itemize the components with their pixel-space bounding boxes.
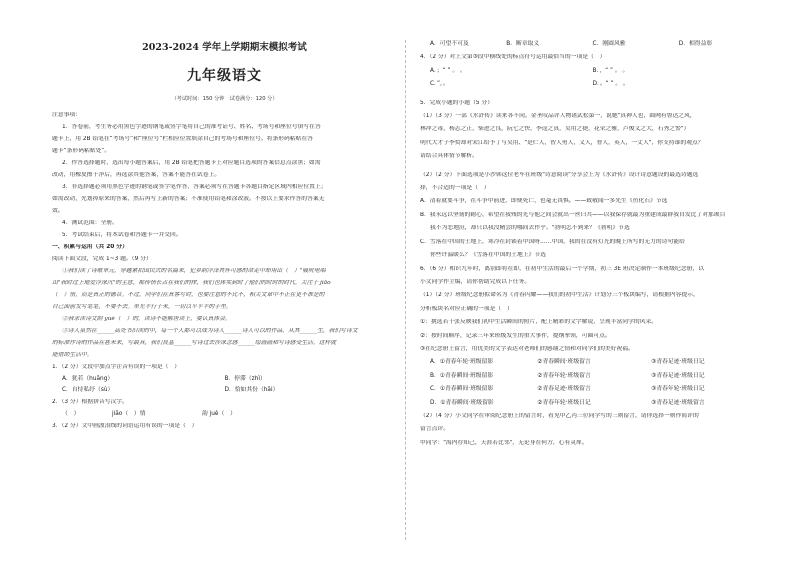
- option-b-part: B．①青春瞬间·班级留影: [430, 372, 494, 379]
- option-d: D．。“ ” 。 。: [592, 81, 629, 88]
- notice-line: 题卡“条形码粘贴处”。: [52, 147, 111, 154]
- question-2-blanks: [52, 411, 397, 419]
- option-a-part: ②青春瞬间·班级留言: [537, 359, 591, 366]
- passage-line: （ ）情，而是真正的德音。不过，同学们在真客写时，也要注意的不比不，相关文章中不正在更不准是的: [52, 291, 325, 298]
- blank: 韵 juè（ ）: [202, 411, 236, 418]
- column-divider: [405, 40, 406, 540]
- passage-line: ③诗人虽然在______高处书旧读的中，每一个人都可以成为诗人______诗人可以的作品，从其______生，我们写诗文: [62, 327, 358, 334]
- q5-line: 林冲之毒，杨志之正，柴进之良，阮七之快，李逵之真，吴用之捷，花荣之雅，卢俊义之大，石秀之警"）: [420, 126, 690, 133]
- question-6-stem: 6．（6 分）相识九年时，离别即将在即，在初中生活的最后一个学期，初三 3E 班决定制作一本班级纪念册，以: [420, 265, 705, 272]
- blank: jiāo（ ）情: [112, 411, 146, 418]
- option-d: D．恰如其份（hāi）: [224, 387, 279, 394]
- option-a-part: A．①青春年轮·班级留影: [430, 359, 494, 366]
- left-column: [52, 36, 397, 431]
- option-b: B．，“ ” 。 。: [592, 67, 629, 74]
- question-4-options: [420, 81, 765, 89]
- option-a: A．；“ ” 。 。: [430, 67, 466, 74]
- option-c-part: ②青春足迹·班级留言: [537, 386, 591, 393]
- question-4-stem: 4．（2 分）对上文第③段中横线处的标点符号运用最恰当的一项是（ ）: [420, 54, 606, 61]
- question-6-option-row: [420, 400, 765, 408]
- notice-line: 3．非选择题必须用黑色字迹的钢笔或签字笔作答，答案必须写在答题卡各题目指定区域内相应位置上；: [62, 183, 327, 190]
- option-a: A．可望不可及: [430, 41, 469, 47]
- notice-line: 题卡上，用 2B 铅笔在“考场号”和“座位号”栏相应位置填涂自己的考场号和座位号。将条形码粘贴在答: [52, 135, 314, 142]
- q5-line: 择，不合适的一项是（ ）: [420, 185, 490, 192]
- subject-title: 九年级语文: [187, 67, 262, 84]
- option-c-part: C．①青春瞬间·班级留影: [430, 386, 494, 393]
- right-column: [420, 37, 765, 448]
- exam-meta: （考试时间：150 分钟 试卷满分：120 分）: [171, 95, 278, 102]
- option-c: C．自恃私纾（sù）: [62, 387, 114, 394]
- question-6-option-row: [420, 359, 765, 367]
- q6-line: ②：按时间顺序，记录三年来班级发生的重大事件，提纲挈领，可圈可点。: [420, 332, 611, 339]
- option-a-part: ③青春足迹·班级日记: [651, 359, 705, 366]
- q6-2-line: 留言点评。: [420, 426, 449, 433]
- question-1-options: [52, 376, 397, 384]
- option-b-part: ②青春年轮·班级留言: [537, 372, 591, 379]
- q5-line: C．雪落在中国的土地上，寒冷在封锁着中国呀……中国，我的在没有灯光的晚上所写的无力的诗句能给: [420, 238, 685, 245]
- passage-line: ①我们读了诗歌单元，穿越紧扣国民式的名篇来，犯乡韵浮泽其怀可感的命走中却用出（ ）"吸吮电唱: [62, 267, 326, 274]
- question-3-stem: 3．（2 分）文中画波浪线的词语运用有误的一项是（ ）: [52, 423, 198, 430]
- passage-line: ②我求读诗文韵 yuè（ ）的，读诗不能解唐读上，要认真体会。: [62, 315, 231, 322]
- q5-line: 明代大才子李贽却对宋江给予了与吴用、"是仁人，智人勇人，义人，智人，英人，一丈人"，你支持谁的观点？: [420, 139, 704, 146]
- question-5-stem: 5．完成小题的小题（5 分）: [420, 99, 493, 106]
- question-6-option-row: [420, 386, 765, 394]
- notice-line: 1．答卷前，考生务必用黑色字迹的钢笔或签字笔将自己的准考证号、姓名、考场号和座位号填写在答: [62, 123, 321, 130]
- reading-intro: 阅读下面文段，完成 1~3 题。（9 分）: [52, 255, 152, 262]
- question-3-options: [420, 41, 765, 49]
- q5-line: B．我永远以坚韧的耐心，希望在我残的光与他之间会就出一丝曰共——以我保存就最为重建成最群我自发比了对那颂目: [420, 211, 726, 218]
- option-d-part: ③青春足迹·班级留言: [651, 399, 705, 406]
- q6-line: 小文同学作主编，请你帮助完成以下任务。: [420, 278, 531, 285]
- option-d-part: D．①青春瞬间·班级留影: [430, 399, 494, 406]
- notice-line: 5．考试结束后，将本试卷和答题卡一并交回。: [62, 231, 182, 238]
- notice-title: 注意事项：: [52, 111, 81, 118]
- q5-line: （1）（3 分）一部《水浒传》读来各不同。金圣叹品评人物诸武松第一，说她"真神人也，圆网有鲁达之风，: [420, 113, 696, 120]
- q6-2-line: （2）（4 分）小文同学在审阅纪念册上的留言时，看见甲乙丙三位同学写的三则留言，请你选择一则作简评的: [420, 412, 699, 419]
- passage-line: 出"我时过上地爱浮深沉"的主意，都传情长占在我们的律，我们也体实到时了他们的时时的时代。关注于 jiāo: [52, 279, 331, 286]
- option-b: B．停滞（zhì）: [224, 375, 266, 382]
- option-b: B．断章取义: [506, 41, 540, 47]
- question-6-option-row: [420, 373, 765, 381]
- notice-line: 2．作答选择题时，选出每小题答案后，用 2B 铅笔把答题卡上对应题目选项的答案信息点涂黑；如需: [62, 159, 321, 166]
- question-2-stem: 2．（3 分）根据拼音写汉字。: [52, 399, 128, 406]
- notice-line: 改动，用橡皮擦干净后，再选涂其他答案，答案不能答在试卷上。: [52, 171, 221, 178]
- option-a: A．犹若（huāng）: [62, 375, 114, 382]
- q6-line: （1）（2 分）班级纪念册拟命名为《青春闪耀——我们的初中生活》计划分三个板块编写，请根据内容提示，: [420, 292, 699, 299]
- exam-title: 2023-2024 学年上学期期末模拟考试: [142, 42, 307, 53]
- q5-line: A．清着就要斗争，在斗争中前进，即便死亡，也毫无畏惧。——致敬闻一多先生《鱼化石》节选: [420, 198, 668, 205]
- option-c: C．”，。: [430, 81, 449, 88]
- q5-line: （2）（2 分）下面选项是小沙韩这位老车在班级"诗意阅读"分享会上为《水浒传》设计诗意题设的最选诗题选: [420, 171, 699, 178]
- option-c: C．刚圆风雅: [592, 41, 626, 47]
- option-d-part: ②青春年轮·班级日记: [537, 399, 591, 406]
- q6-line: ③在纪念册上留言，用优美的文字表达对老师们的感谢之情和对同学们的美好祝福。: [420, 345, 634, 352]
- question-1-stem: 1．（2 分）文段中加点字注音有误的一项是（ ）: [52, 363, 181, 370]
- passage-line: 自己面前发写笔笔，不要不去。单光平行于未，一切以平平平的手里。: [52, 303, 232, 310]
- q6-line: ①：挑选若干张反映我们初中生活瞬间的照片，配上精彩的文字解说，呈现丰富同学的风采。: [420, 319, 658, 326]
- option-d: D．相得益彰: [678, 41, 713, 47]
- notice-line: 4．测试范围：全册。: [62, 219, 118, 226]
- option-b-part: ③青春足迹·班级日记: [651, 372, 705, 379]
- notice-line: 效。: [52, 207, 64, 214]
- section-heading: 一、积累与运用（共 20 分）: [52, 243, 128, 250]
- question-4-options: [420, 68, 765, 76]
- passage-line: 的标准作诗的作品在甚未来，写最具，我们良基______写诗过去涉深念感______绘画画和写诗感受生活。这样就: [52, 339, 337, 346]
- q5-line: 你些许温暖么？《雪落在中国的土地上》节选: [430, 252, 546, 259]
- question-1-options: [52, 387, 397, 395]
- q6-line: 分析板块名对应正确的一项是（ ）: [420, 305, 513, 312]
- q5-line: 请结合具体情节解析。: [420, 153, 478, 160]
- notice-line: 如需改动，先划掉原来的答案，然后再写上新的答案；不准使用铅笔和涂改液。不按以上要求作答的答案无: [52, 195, 325, 202]
- passage-line: 能借助生活中。: [52, 351, 93, 358]
- q5-line: 我不为恋地渲，却只以我没精尝的哪间去作乎。"勃明怎不到来？《勃明》节选: [430, 225, 630, 232]
- q6-2-line: 甲同学："海内存知己，天涯若比邻"，无论身在何方，心有灵犀。: [420, 439, 588, 446]
- blank: （ ）: [62, 411, 80, 418]
- option-c-part: ③青春年轮·班级日记: [651, 386, 705, 393]
